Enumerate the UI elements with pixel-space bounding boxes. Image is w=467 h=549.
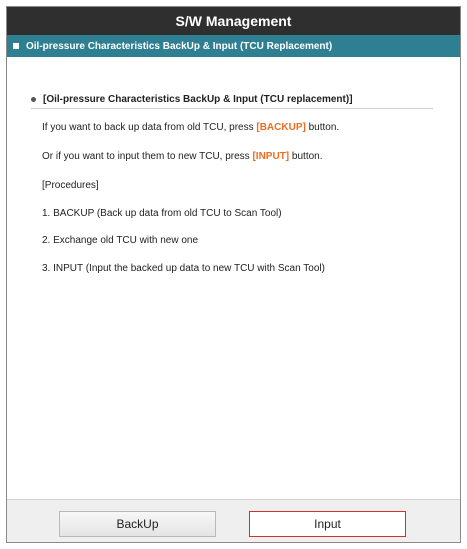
- instruction-input-highlight: [INPUT]: [252, 151, 290, 162]
- input-button[interactable]: Input: [249, 511, 406, 537]
- instruction-backup-after: button.: [305, 122, 340, 133]
- window-titlebar: [7, 7, 460, 35]
- section-header-label: Oil-pressure Characteristics BackUp & Input (TCU Replacement): [26, 40, 333, 52]
- instruction-input-after: button.: [289, 151, 323, 162]
- footer-bar: [7, 499, 460, 543]
- instruction-backup: [42, 122, 339, 133]
- procedure-step-3: 3. INPUT (Input the backed up data to new TCU with Scan Tool): [42, 263, 325, 274]
- backup-button[interactable]: BackUp: [59, 511, 216, 537]
- procedure-step-2: 2. Exchange old TCU with new one: [42, 235, 199, 246]
- content-panel: [7, 57, 460, 499]
- circle-bullet-icon: [31, 97, 36, 102]
- window-title: S/W Management: [175, 13, 292, 29]
- instruction-backup-before: If you want to back up data from old TCU, press: [42, 122, 257, 133]
- procedures-label: [Procedures]: [42, 180, 99, 191]
- procedure-step-1: 1. BACKUP (Back up data from old TCU to Scan Tool): [42, 208, 282, 219]
- instruction-input-before: Or if you want to input them to new TCU, press: [42, 151, 253, 162]
- instruction-backup-highlight: [BACKUP]: [256, 122, 306, 133]
- content-title-text: [Oil-pressure Characteristics BackUp & Input (TCU replacement)]: [43, 94, 353, 105]
- content-title: [31, 91, 433, 109]
- section-header: [7, 35, 460, 57]
- instruction-input: [42, 151, 323, 162]
- sw-management-window: [6, 6, 461, 543]
- square-bullet-icon: [13, 43, 19, 49]
